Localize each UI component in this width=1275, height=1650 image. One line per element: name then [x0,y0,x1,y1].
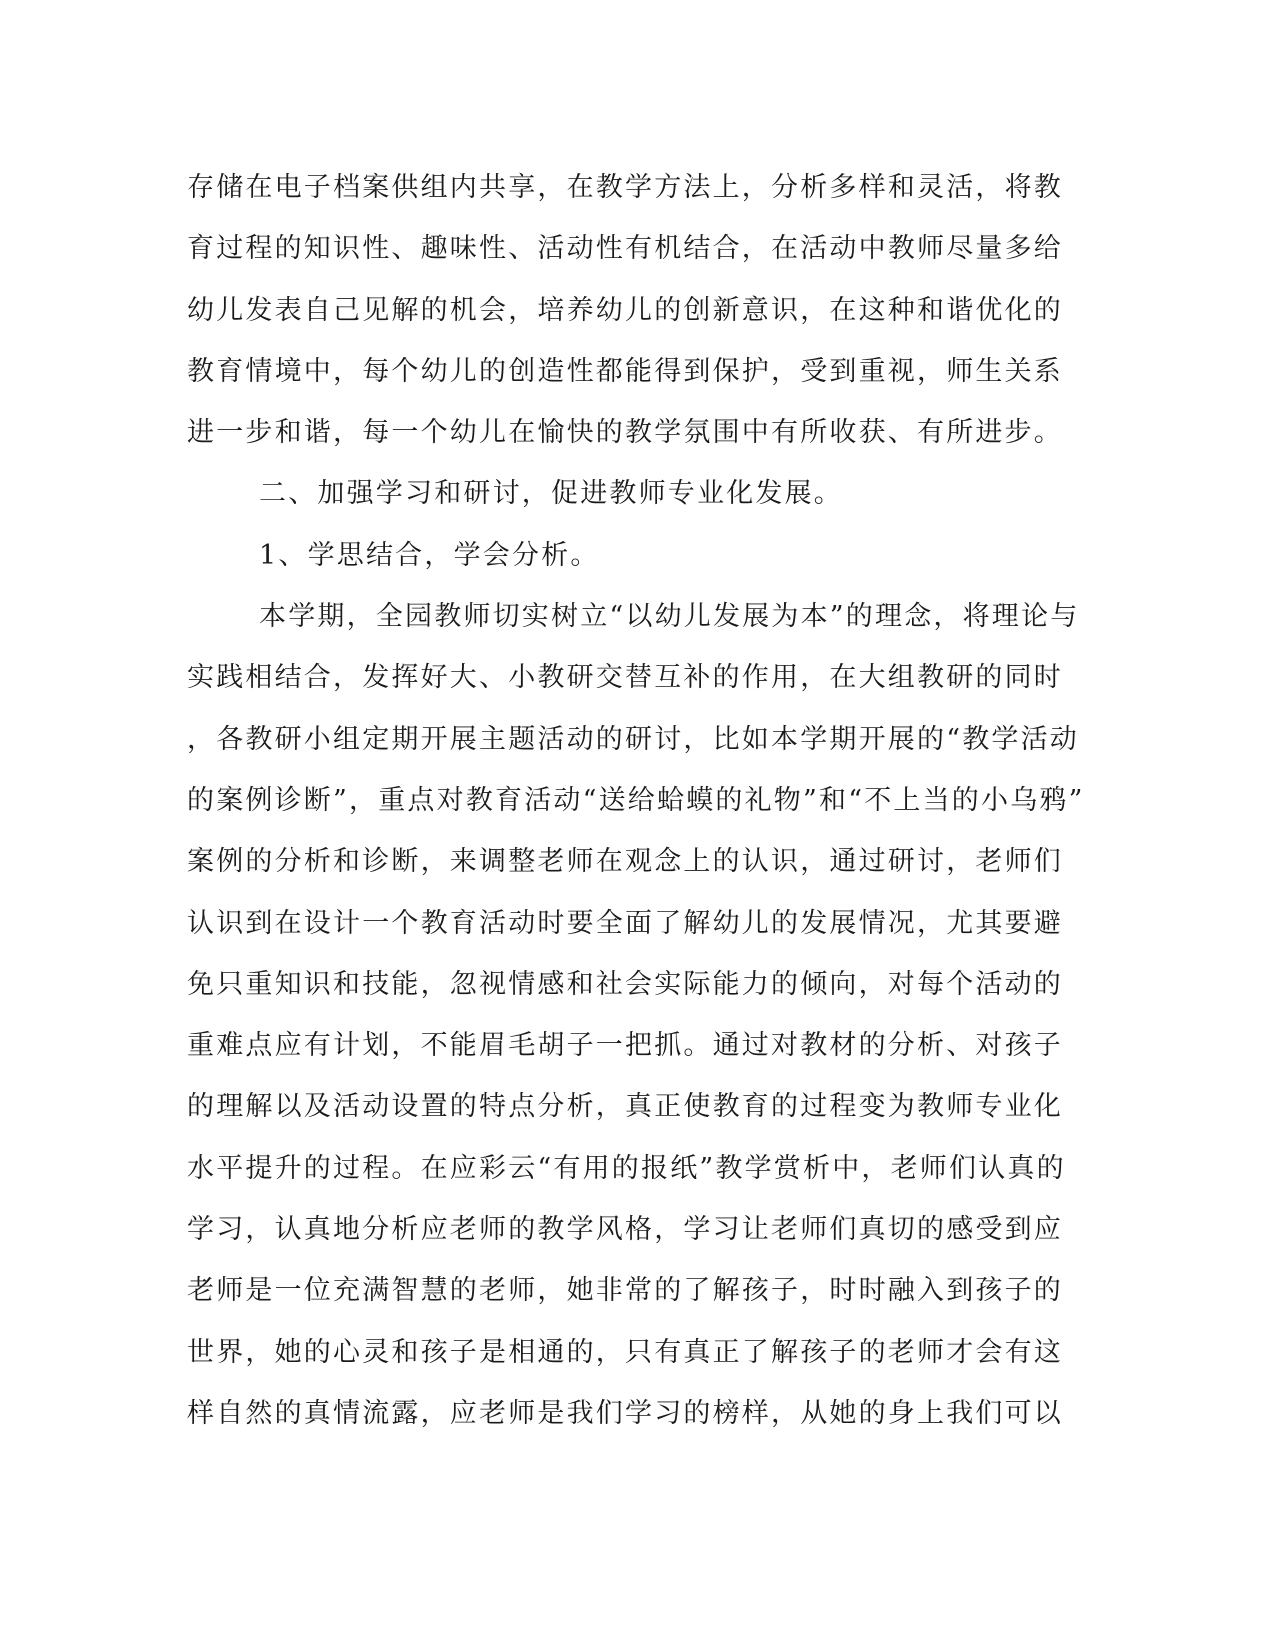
text-line: 育过程的知识性、趣味性、活动性有机结合，在活动中教师尽量多给 [187,233,1063,265]
text-line: 老师是一位充满智慧的老师，她非常的了解孩子，时时融入到孩子的 [187,1275,1063,1307]
text-line: 实践相结合，发挥好大、小教研交替互补的作用，在大组教研的同时 [187,662,1063,694]
text-line: 的理解以及活动设置的特点分析，真正使教育的过程变为教师专业化 [187,1091,1063,1123]
text-line: 水平提升的过程。在应彩云“有用的报纸”教学赏析中，老师们认真的 [187,1152,1066,1184]
text-line: 认识到在设计一个教育活动时要全面了解幼儿的发展情况，尤其要避 [187,907,1063,939]
text-line: 世界，她的心灵和孩子是相通的，只有真正了解孩子的老师才会有这 [187,1336,1063,1368]
text-line: 的案例诊断”，重点对教育活动“送给蛤蟆的礼物”和“不上当的小乌鸦” [187,784,1085,816]
text-line: 样自然的真情流露，应老师是我们学习的榜样，从她的身上我们可以 [187,1397,1063,1429]
text-line: 二、加强学习和研讨，促进教师专业化发展。 [259,478,843,510]
text-line: 本学期，全园教师切实树立“以幼儿发展为本”的理念，将理论与 [259,601,1080,633]
body-text [187,157,1085,1444]
text-line: 重难点应有计划，不能眉毛胡子一把抓。通过对教材的分析、对孩子 [187,1030,1063,1062]
text-line: 免只重知识和技能，忽视情感和社会实际能力的倾向，对每个活动的 [187,968,1063,1000]
text-line: 幼儿发表自己见解的机会，培养幼儿的创新意识，在这种和谐优化的 [187,294,1063,326]
text-line: 学习，认真地分析应老师的教学风格，学习让老师们真切的感受到应 [187,1214,1063,1246]
text-line: 教育情境中，每个幼儿的创造性都能得到保护，受到重视，师生关系 [187,355,1063,387]
text-line: ，各教研小组定期开展主题活动的研讨，比如本学期开展的“教学活动 [187,723,1080,755]
text-line: 存储在电子档案供组内共享，在教学方法上，分析多样和灵活，将教 [187,172,1063,203]
text-line: 案例的分析和诊断，来调整老师在观念上的认识，通过研讨，老师们 [187,846,1063,878]
text-line: 1、学思结合，学会分析。 [259,539,600,571]
text-line: 进一步和谐，每一个幼儿在愉快的教学氛围中有所收获、有所进步。 [187,417,1063,449]
